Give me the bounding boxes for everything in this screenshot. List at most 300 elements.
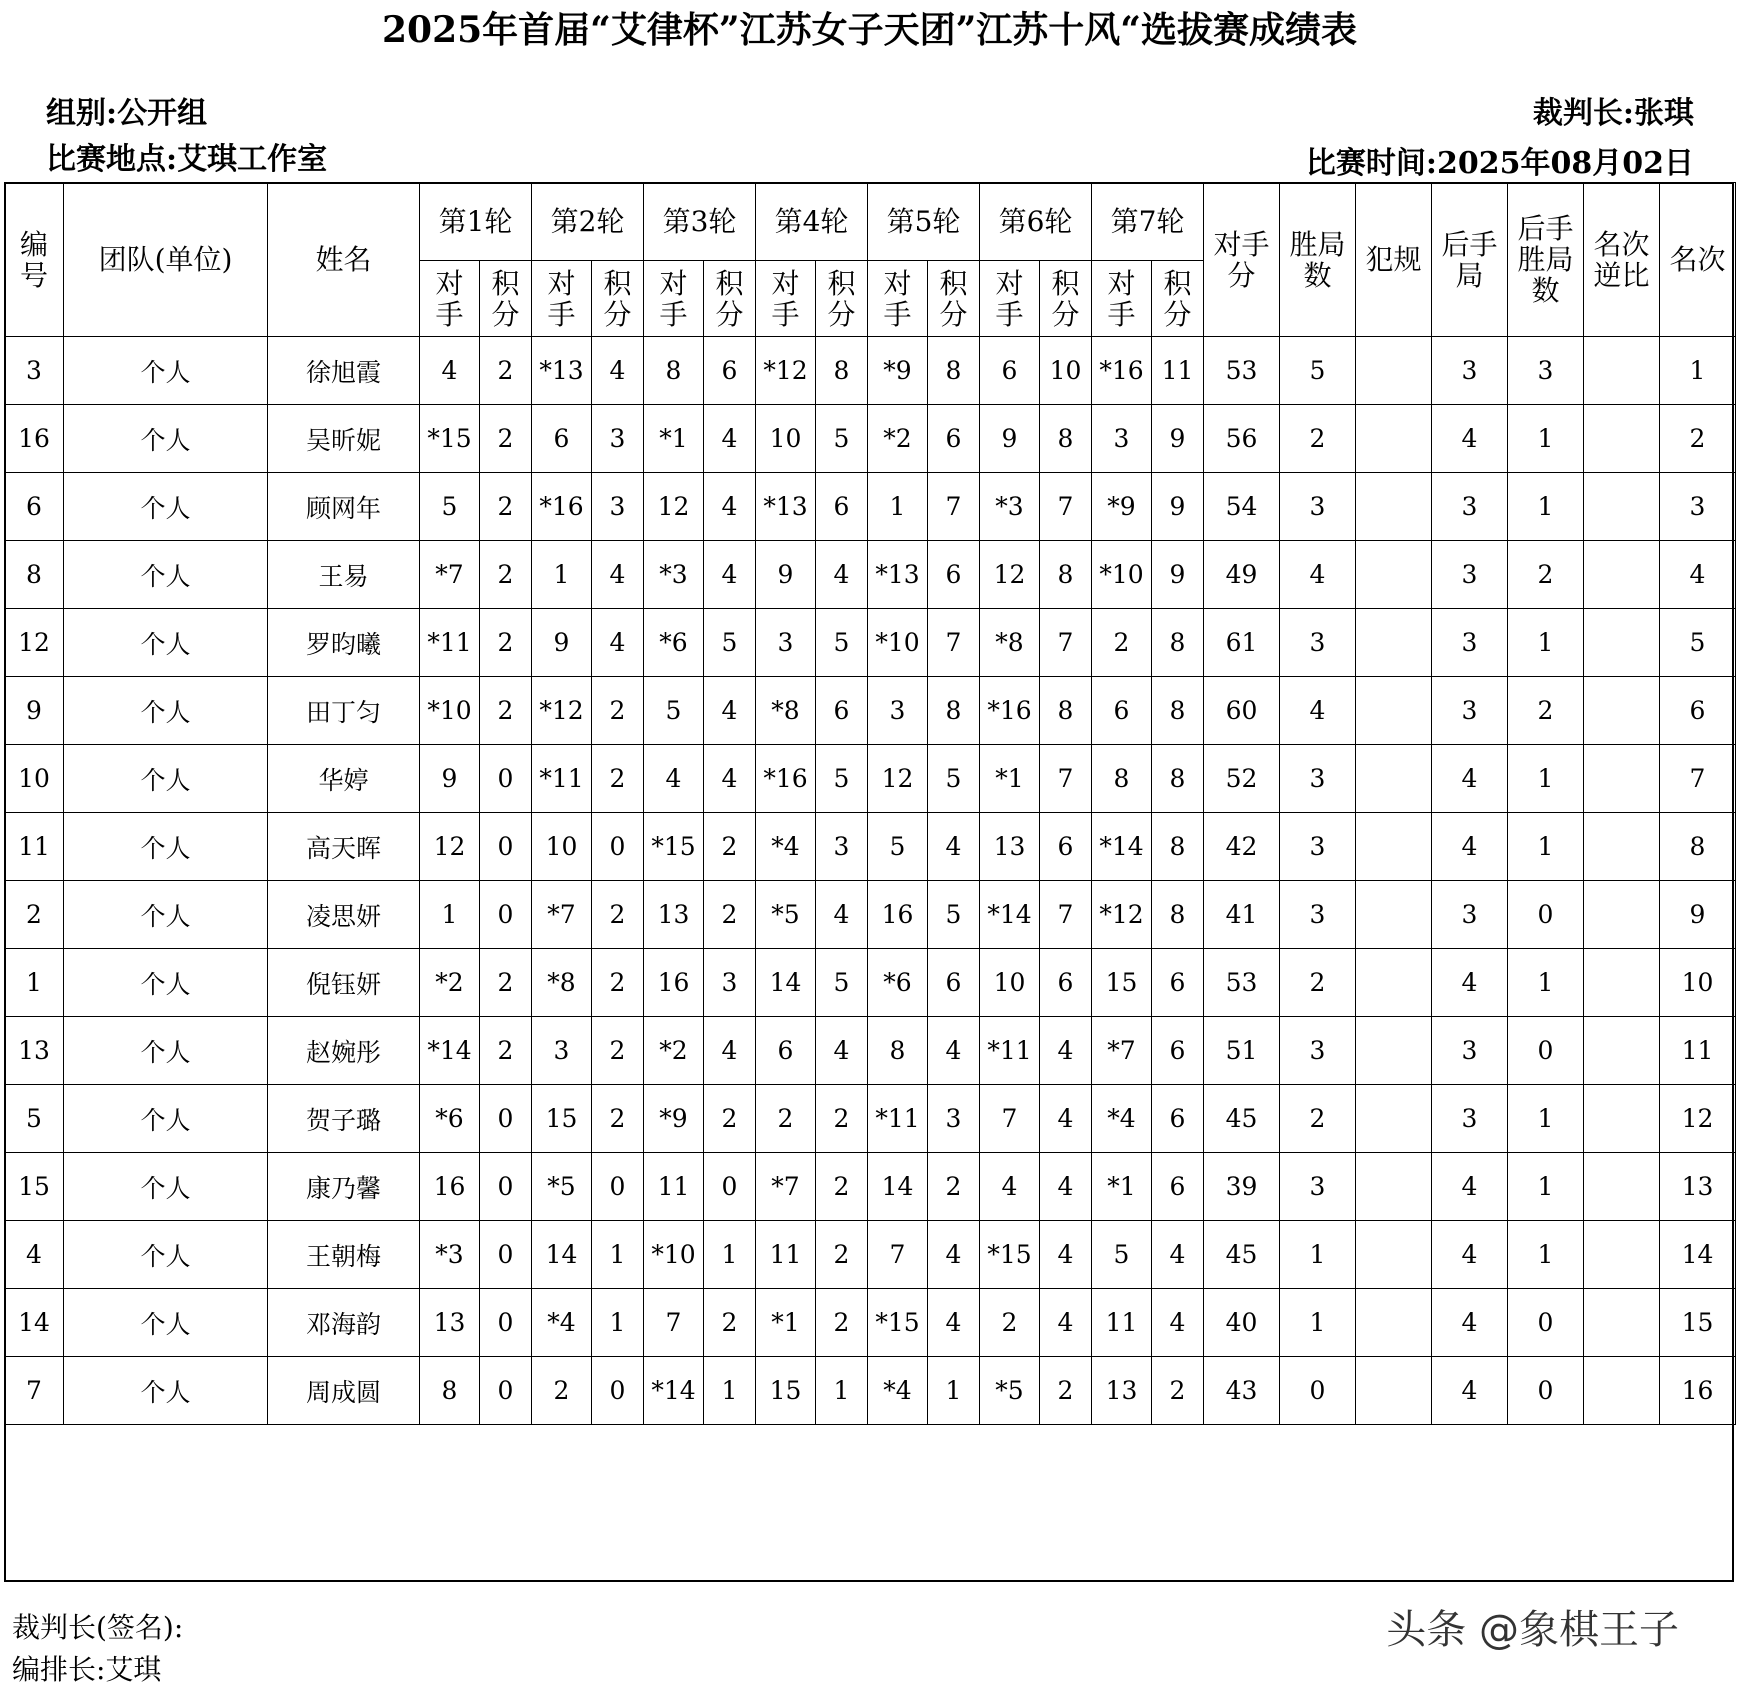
cell-points: 9: [1152, 541, 1204, 609]
table-spacer: [5, 1425, 1736, 1455]
cell-points: 4: [1040, 1221, 1092, 1289]
cell-name: 罗昀曦: [268, 609, 420, 677]
cell-opponent: *7: [420, 541, 480, 609]
cell-second-games: 3: [1432, 1017, 1508, 1085]
cell-foul: [1356, 881, 1432, 949]
cell-foul: [1356, 677, 1432, 745]
cell-points: 8: [816, 337, 868, 405]
cell-points: 2: [592, 745, 644, 813]
cell-points: 6: [928, 949, 980, 1017]
cell-opponent: *3: [420, 1221, 480, 1289]
cell-opponent: 5: [868, 813, 928, 881]
cell-opponent: *10: [1092, 541, 1152, 609]
cell-name: 康乃馨: [268, 1153, 420, 1221]
cell-points: 5: [704, 609, 756, 677]
cell-rank: 6: [1660, 677, 1736, 745]
cell-rank-ratio: [1584, 1289, 1660, 1357]
header-round-2: 第2轮: [532, 183, 644, 261]
cell-points: 3: [704, 949, 756, 1017]
cell-points: 8: [1040, 677, 1092, 745]
cell-second-wins: 1: [1508, 813, 1584, 881]
header-second-wins: 后手胜局数: [1508, 183, 1584, 337]
cell-points: 6: [1152, 1153, 1204, 1221]
cell-foul: [1356, 1017, 1432, 1085]
cell-opponent: 16: [868, 881, 928, 949]
cell-points: 6: [1152, 1017, 1204, 1085]
cell-points: 2: [480, 949, 532, 1017]
cell-opponent: *11: [420, 609, 480, 677]
cell-name: 吴昕妮: [268, 405, 420, 473]
cell-opponent: 8: [420, 1357, 480, 1425]
cell-rank-ratio: [1584, 1085, 1660, 1153]
cell-opponent: *6: [644, 609, 704, 677]
cell-second-wins: 2: [1508, 541, 1584, 609]
cell-second-games: 4: [1432, 813, 1508, 881]
cell-foul: [1356, 949, 1432, 1017]
cell-points: 2: [704, 881, 756, 949]
cell-no: 11: [5, 813, 64, 881]
cell-name: 田丁匀: [268, 677, 420, 745]
cell-opponent: 13: [1092, 1357, 1152, 1425]
cell-opponent: 2: [532, 1357, 592, 1425]
cell-rank-ratio: [1584, 745, 1660, 813]
cell-second-wins: 1: [1508, 745, 1584, 813]
cell-rank-ratio: [1584, 541, 1660, 609]
cell-points: 2: [592, 949, 644, 1017]
cell-rank-ratio: [1584, 881, 1660, 949]
cell-foul: [1356, 1085, 1432, 1153]
cell-second-wins: 2: [1508, 677, 1584, 745]
cell-team: 个人: [64, 1153, 268, 1221]
header-rank-ratio: 名次逆比: [1584, 183, 1660, 337]
cell-opponent: 9: [756, 541, 816, 609]
cell-points: 6: [816, 677, 868, 745]
cell-points: 4: [928, 1289, 980, 1357]
cell-points: 2: [1040, 1357, 1092, 1425]
cell-rank: 3: [1660, 473, 1736, 541]
cell-opponent: *15: [420, 405, 480, 473]
cell-points: 0: [480, 1153, 532, 1221]
cell-foul: [1356, 337, 1432, 405]
cell-points: 0: [480, 745, 532, 813]
cell-points: 0: [480, 1221, 532, 1289]
cell-points: 8: [928, 337, 980, 405]
cell-points: 4: [816, 541, 868, 609]
cell-points: 6: [704, 337, 756, 405]
cell-points: 0: [704, 1153, 756, 1221]
cell-opponent: *11: [980, 1017, 1040, 1085]
header-rank: 名次: [1660, 183, 1736, 337]
cell-wins: 5: [1280, 337, 1356, 405]
cell-points: 9: [1152, 405, 1204, 473]
cell-opponent: 14: [756, 949, 816, 1017]
cell-foul: [1356, 473, 1432, 541]
cell-opponent: *11: [868, 1085, 928, 1153]
cell-wins: 4: [1280, 541, 1356, 609]
cell-opponent: *15: [644, 813, 704, 881]
cell-points: 3: [592, 405, 644, 473]
cell-team: 个人: [64, 405, 268, 473]
cell-opponent: *3: [644, 541, 704, 609]
cell-second-games: 4: [1432, 745, 1508, 813]
cell-opp-score: 40: [1204, 1289, 1280, 1357]
cell-second-wins: 0: [1508, 1357, 1584, 1425]
cell-opponent: 14: [532, 1221, 592, 1289]
cell-opponent: *16: [532, 473, 592, 541]
cell-opponent: 5: [420, 473, 480, 541]
cell-foul: [1356, 813, 1432, 881]
cell-points: 7: [928, 473, 980, 541]
cell-second-games: 4: [1432, 1221, 1508, 1289]
subheader-pts: 积分: [816, 261, 868, 337]
cell-opponent: 13: [644, 881, 704, 949]
cell-points: 8: [1040, 541, 1092, 609]
cell-opponent: 4: [420, 337, 480, 405]
cell-team: 个人: [64, 949, 268, 1017]
cell-points: 7: [1040, 745, 1092, 813]
cell-foul: [1356, 1153, 1432, 1221]
cell-opponent: 7: [868, 1221, 928, 1289]
cell-team: 个人: [64, 881, 268, 949]
cell-opponent: 4: [644, 745, 704, 813]
cell-rank: 11: [1660, 1017, 1736, 1085]
cell-opp-score: 39: [1204, 1153, 1280, 1221]
cell-opponent: 12: [868, 745, 928, 813]
cell-second-wins: 1: [1508, 405, 1584, 473]
cell-team: 个人: [64, 473, 268, 541]
cell-points: 0: [592, 813, 644, 881]
cell-no: 14: [5, 1289, 64, 1357]
cell-no: 13: [5, 1017, 64, 1085]
cell-second-games: 3: [1432, 677, 1508, 745]
cell-name: 周成圆: [268, 1357, 420, 1425]
cell-points: 2: [704, 813, 756, 881]
cell-team: 个人: [64, 609, 268, 677]
cell-opponent: 15: [756, 1357, 816, 1425]
cell-rank: 9: [1660, 881, 1736, 949]
cell-no: 4: [5, 1221, 64, 1289]
cell-foul: [1356, 1289, 1432, 1357]
cell-no: 2: [5, 881, 64, 949]
cell-no: 12: [5, 609, 64, 677]
cell-points: 2: [592, 677, 644, 745]
cell-rank-ratio: [1584, 813, 1660, 881]
cell-rank-ratio: [1584, 1153, 1660, 1221]
subheader-pts: 积分: [928, 261, 980, 337]
cell-rank: 15: [1660, 1289, 1736, 1357]
cell-opponent: *11: [532, 745, 592, 813]
table-row: [5, 1085, 1736, 1153]
cell-opponent: 8: [644, 337, 704, 405]
cell-rank-ratio: [1584, 337, 1660, 405]
cell-opponent: *6: [868, 949, 928, 1017]
cell-rank: 10: [1660, 949, 1736, 1017]
cell-no: 10: [5, 745, 64, 813]
cell-opponent: 8: [868, 1017, 928, 1085]
cell-wins: 3: [1280, 745, 1356, 813]
cell-name: 徐旭霞: [268, 337, 420, 405]
cell-points: 4: [816, 881, 868, 949]
signature-label: 裁判长(签名):: [12, 1611, 184, 1644]
cell-points: 2: [480, 677, 532, 745]
cell-wins: 3: [1280, 609, 1356, 677]
cell-second-wins: 0: [1508, 881, 1584, 949]
cell-points: 2: [816, 1153, 868, 1221]
cell-opponent: 14: [868, 1153, 928, 1221]
cell-opponent: 3: [1092, 405, 1152, 473]
header-round-7: 第7轮: [1092, 183, 1204, 261]
cell-no: 8: [5, 541, 64, 609]
cell-second-wins: 1: [1508, 609, 1584, 677]
cell-team: 个人: [64, 1221, 268, 1289]
cell-second-games: 3: [1432, 541, 1508, 609]
cell-points: 8: [1152, 881, 1204, 949]
cell-opponent: 5: [1092, 1221, 1152, 1289]
chief-referee-label: 裁判长:张琪: [1532, 96, 1694, 131]
cell-points: 4: [1040, 1085, 1092, 1153]
subheader-opp: 对手: [1092, 261, 1152, 337]
cell-no: 6: [5, 473, 64, 541]
cell-points: 5: [816, 405, 868, 473]
cell-opp-score: 45: [1204, 1221, 1280, 1289]
cell-points: 7: [1040, 609, 1092, 677]
cell-second-games: 3: [1432, 337, 1508, 405]
subheader-opp: 对手: [644, 261, 704, 337]
cell-points: 1: [592, 1289, 644, 1357]
cell-points: 4: [704, 541, 756, 609]
cell-points: 4: [592, 609, 644, 677]
cell-opponent: 3: [868, 677, 928, 745]
cell-points: 4: [592, 541, 644, 609]
subheader-pts: 积分: [480, 261, 532, 337]
cell-points: 2: [928, 1153, 980, 1221]
table-row: [5, 745, 1736, 813]
cell-second-wins: 0: [1508, 1017, 1584, 1085]
cell-points: 1: [928, 1357, 980, 1425]
cell-rank: 5: [1660, 609, 1736, 677]
cell-opponent: 1: [532, 541, 592, 609]
cell-opponent: *12: [756, 337, 816, 405]
cell-points: 4: [704, 1017, 756, 1085]
cell-rank: 16: [1660, 1357, 1736, 1425]
cell-points: 4: [592, 337, 644, 405]
cell-rank-ratio: [1584, 473, 1660, 541]
group-label: 组别:公开组: [46, 96, 208, 131]
cell-opponent: 16: [420, 1153, 480, 1221]
cell-team: 个人: [64, 1085, 268, 1153]
cell-team: 个人: [64, 745, 268, 813]
cell-points: 5: [816, 609, 868, 677]
cell-opponent: *16: [756, 745, 816, 813]
cell-opponent: 12: [980, 541, 1040, 609]
cell-second-games: 3: [1432, 1085, 1508, 1153]
cell-opponent: 9: [420, 745, 480, 813]
cell-opponent: 12: [420, 813, 480, 881]
cell-opponent: *4: [532, 1289, 592, 1357]
cell-points: 0: [480, 1289, 532, 1357]
cell-points: 0: [480, 1085, 532, 1153]
cell-opponent: *7: [756, 1153, 816, 1221]
cell-points: 8: [1152, 745, 1204, 813]
cell-points: 4: [928, 1221, 980, 1289]
cell-second-games: 4: [1432, 949, 1508, 1017]
cell-points: 2: [816, 1289, 868, 1357]
cell-points: 4: [704, 745, 756, 813]
table-row: [5, 541, 1736, 609]
cell-opponent: *6: [420, 1085, 480, 1153]
cell-points: 0: [592, 1153, 644, 1221]
cell-opponent: 9: [532, 609, 592, 677]
cell-second-games: 4: [1432, 1357, 1508, 1425]
cell-opponent: *15: [868, 1289, 928, 1357]
cell-points: 6: [1152, 1085, 1204, 1153]
cell-opponent: 15: [532, 1085, 592, 1153]
cell-rank-ratio: [1584, 609, 1660, 677]
cell-opponent: *5: [532, 1153, 592, 1221]
table-row: [5, 1153, 1736, 1221]
cell-team: 个人: [64, 813, 268, 881]
cell-points: 8: [1152, 609, 1204, 677]
cell-points: 6: [928, 541, 980, 609]
cell-points: 6: [928, 405, 980, 473]
header-round-3: 第3轮: [644, 183, 756, 261]
cell-points: 5: [816, 949, 868, 1017]
cell-name: 王易: [268, 541, 420, 609]
cell-opponent: *4: [756, 813, 816, 881]
table-row: [5, 1357, 1736, 1425]
cell-rank-ratio: [1584, 1221, 1660, 1289]
cell-points: 0: [480, 813, 532, 881]
header-second-games: 后手局: [1432, 183, 1508, 337]
cell-rank-ratio: [1584, 1357, 1660, 1425]
cell-opponent: *10: [868, 609, 928, 677]
venue-label: 比赛地点:艾琪工作室: [46, 142, 328, 177]
cell-points: 2: [480, 541, 532, 609]
cell-name: 王朝梅: [268, 1221, 420, 1289]
cell-second-wins: 3: [1508, 337, 1584, 405]
table-row: [5, 813, 1736, 881]
cell-opponent: *5: [980, 1357, 1040, 1425]
cell-points: 8: [1152, 813, 1204, 881]
cell-wins: 4: [1280, 677, 1356, 745]
cell-opponent: *9: [1092, 473, 1152, 541]
cell-opponent: *14: [1092, 813, 1152, 881]
subheader-pts: 积分: [1040, 261, 1092, 337]
cell-rank: 7: [1660, 745, 1736, 813]
cell-points: 4: [704, 677, 756, 745]
cell-name: 贺子璐: [268, 1085, 420, 1153]
cell-points: 7: [1040, 473, 1092, 541]
cell-points: 1: [816, 1357, 868, 1425]
subheader-opp: 对手: [532, 261, 592, 337]
cell-points: 10: [1040, 337, 1092, 405]
cell-second-wins: 1: [1508, 949, 1584, 1017]
cell-opponent: *3: [980, 473, 1040, 541]
subheader-opp: 对手: [980, 261, 1040, 337]
cell-points: 4: [1152, 1289, 1204, 1357]
cell-second-games: 4: [1432, 1289, 1508, 1357]
header-foul: 犯规: [1356, 183, 1432, 337]
cell-opp-score: 54: [1204, 473, 1280, 541]
cell-team: 个人: [64, 1289, 268, 1357]
cell-opponent: *2: [420, 949, 480, 1017]
cell-opp-score: 60: [1204, 677, 1280, 745]
header-name: 姓名: [268, 183, 420, 337]
cell-rank: 4: [1660, 541, 1736, 609]
cell-foul: [1356, 541, 1432, 609]
cell-no: 16: [5, 405, 64, 473]
cell-points: 1: [592, 1221, 644, 1289]
cell-second-wins: 1: [1508, 1153, 1584, 1221]
cell-opponent: 11: [756, 1221, 816, 1289]
cell-opponent: 1: [420, 881, 480, 949]
subheader-pts: 积分: [704, 261, 756, 337]
cell-second-wins: 1: [1508, 1085, 1584, 1153]
cell-points: 4: [1040, 1153, 1092, 1221]
cell-second-games: 4: [1432, 1153, 1508, 1221]
cell-points: 1: [704, 1357, 756, 1425]
cell-opponent: 7: [980, 1085, 1040, 1153]
cell-points: 6: [816, 473, 868, 541]
cell-points: 6: [1040, 949, 1092, 1017]
cell-wins: 0: [1280, 1357, 1356, 1425]
cell-wins: 3: [1280, 813, 1356, 881]
cell-foul: [1356, 405, 1432, 473]
cell-opp-score: 52: [1204, 745, 1280, 813]
cell-points: 7: [1040, 881, 1092, 949]
cell-opponent: *10: [644, 1221, 704, 1289]
header-round-5: 第5轮: [868, 183, 980, 261]
table-row: [5, 473, 1736, 541]
subheader-pts: 积分: [592, 261, 644, 337]
cell-points: 5: [928, 881, 980, 949]
cell-team: 个人: [64, 1017, 268, 1085]
date-label: 比赛时间:2025年08月02日: [1305, 146, 1694, 181]
cell-wins: 3: [1280, 881, 1356, 949]
cell-name: 倪钰妍: [268, 949, 420, 1017]
cell-opp-score: 45: [1204, 1085, 1280, 1153]
cell-points: 0: [480, 1357, 532, 1425]
table-row: [5, 881, 1736, 949]
cell-opponent: *4: [868, 1357, 928, 1425]
cell-opponent: *7: [532, 881, 592, 949]
cell-opp-score: 56: [1204, 405, 1280, 473]
cell-rank: 2: [1660, 405, 1736, 473]
cell-opponent: *12: [532, 677, 592, 745]
subheader-pts: 积分: [1152, 261, 1204, 337]
cell-points: 8: [1152, 677, 1204, 745]
cell-no: 7: [5, 1357, 64, 1425]
cell-opponent: 10: [756, 405, 816, 473]
cell-points: 2: [480, 337, 532, 405]
cell-no: 15: [5, 1153, 64, 1221]
cell-points: 1: [704, 1221, 756, 1289]
cell-points: 6: [1152, 949, 1204, 1017]
header-no: 编号: [5, 183, 64, 337]
cell-opponent: 3: [756, 609, 816, 677]
cell-no: 5: [5, 1085, 64, 1153]
cell-rank: 12: [1660, 1085, 1736, 1153]
cell-points: 8: [928, 677, 980, 745]
cell-name: 顾网年: [268, 473, 420, 541]
cell-opponent: *8: [532, 949, 592, 1017]
cell-second-games: 4: [1432, 405, 1508, 473]
cell-opponent: *10: [420, 677, 480, 745]
cell-points: 2: [592, 1085, 644, 1153]
subheader-opp: 对手: [868, 261, 928, 337]
cell-points: 4: [928, 813, 980, 881]
cell-opponent: *2: [644, 1017, 704, 1085]
